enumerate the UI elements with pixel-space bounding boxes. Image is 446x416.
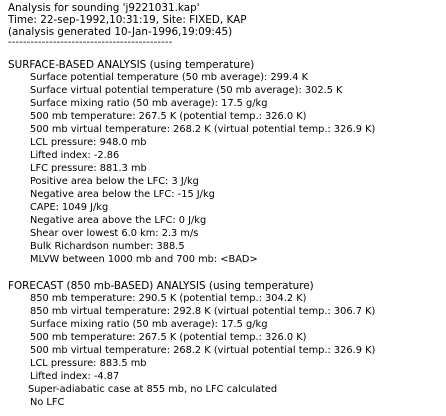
forecast-line: 850 mb virtual temperature: 292.8 K (virtual potential temp.: 306.7 K) — [30, 306, 376, 317]
forecast-note: No LFC — [30, 397, 65, 408]
surface-line: Lifted index: -2.86 — [30, 150, 120, 161]
surface-line: Shear over lowest 6.0 km: 2.3 m/s — [30, 228, 199, 239]
surface-line: Negative area below the LFC: -15 J/kg — [30, 189, 215, 200]
surface-line: MLVW between 1000 mb and 700 mb: <BAD> — [30, 254, 258, 265]
surface-line: CAPE: 1049 J/kg — [30, 202, 109, 213]
surface-line: Surface mixing ratio (50 mb average): 17.5 g/kg — [30, 98, 268, 109]
generated-line: (analysis generated 10-Jan-1996,19:09:45) — [8, 26, 233, 38]
surface-analysis-heading: SURFACE-BASED ANALYSIS (using temperature) — [8, 59, 255, 71]
forecast-line: 500 mb temperature: 267.5 K (potential temp.: 326.0 K) — [30, 332, 307, 343]
separator-line: -------------------------------------------- — [8, 37, 173, 48]
surface-line: LFC pressure: 881.3 mb — [30, 163, 147, 174]
time-site-line: Time: 22-sep-1992,10:31:19, Site: FIXED, KAP — [8, 14, 247, 26]
forecast-note: Super-adiabatic case at 855 mb, no LFC calculated — [28, 384, 278, 395]
forecast-line: Surface mixing ratio (50 mb average): 17.5 g/kg — [30, 319, 268, 330]
surface-line: 500 mb virtual temperature: 268.2 K (virtual potential temp.: 326.9 K) — [30, 124, 376, 135]
analysis-title: Analysis for sounding 'j9221031.kap' — [8, 2, 200, 14]
surface-line: Surface potential temperature (50 mb average): 299.4 K — [30, 72, 309, 83]
forecast-line: Lifted index: -4.87 — [30, 371, 120, 382]
surface-line: Negative area above the LFC: 0 J/kg — [30, 215, 207, 226]
forecast-line: LCL pressure: 883.5 mb — [30, 358, 147, 369]
forecast-line: 500 mb virtual temperature: 268.2 K (virtual potential temp.: 326.9 K) — [30, 345, 376, 356]
surface-line: LCL pressure: 948.0 mb — [30, 137, 147, 148]
forecast-analysis-heading: FORECAST (850 mb-BASED) ANALYSIS (using temperature) — [8, 280, 314, 292]
surface-line: 500 mb temperature: 267.5 K (potential temp.: 326.0 K) — [30, 111, 307, 122]
forecast-line: 850 mb temperature: 290.5 K (potential temp.: 304.2 K) — [30, 293, 307, 304]
surface-line: Bulk Richardson number: 388.5 — [30, 241, 185, 252]
surface-line: Positive area below the LFC: 3 J/kg — [30, 176, 199, 187]
surface-line: Surface virtual potential temperature (50 mb average): 302.5 K — [30, 85, 343, 96]
